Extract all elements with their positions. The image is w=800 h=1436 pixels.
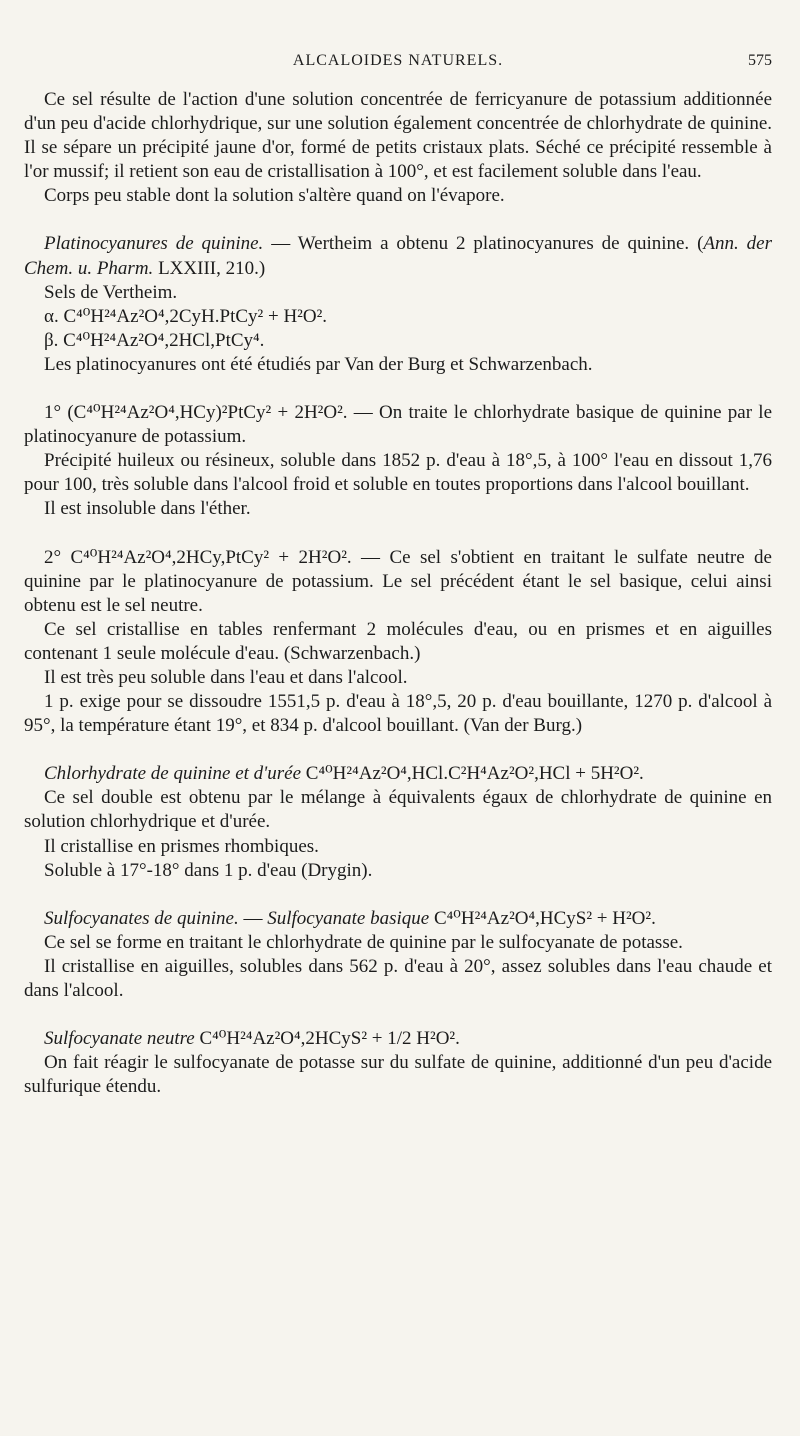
page-body — [24, 88, 772, 1099]
salts-vertheim: Sels de Vertheim. — [44, 281, 178, 303]
paragraph-salt-2-solubility: Il est très peu soluble dans l'eau et dans l'alcool. — [44, 666, 408, 688]
paragraph-chlorhydrate-uree — [24, 762, 772, 786]
paragraph-stability: Corps peu stable dont la solution s'altère quand on l'évapore. — [44, 185, 505, 207]
paragraph-chlorhydrate-solubility: Soluble à 17°-18° dans 1 p. d'eau (Drygin). — [44, 859, 373, 881]
paragraph-sulfocyanates — [24, 907, 772, 931]
section-heading-chlorhydrate: Chlorhydrate de quinine et d'urée — [44, 763, 302, 785]
chlorhydrate-formula: C⁴⁰H²⁴Az²O⁴,HCl.C²H⁴Az²O²,HCl + 5H²O². — [301, 763, 644, 785]
page-header — [24, 52, 772, 76]
paragraph-studied: Les platinocyanures ont été étudiés par Van der Burg et Schwarzenbach. — [44, 353, 593, 375]
formula-beta — [24, 329, 772, 353]
paragraph-salt-1-solubility: Précipité huileux ou résineux, soluble dans 1852 p. d'eau à 18°,5, à 100° l'eau en dissout 1,76 pour 100, très soluble dans l'alcool froid et soluble en toutes proportions dans l'alcool bouillant. — [24, 450, 772, 496]
paragraph-platinocyanures — [24, 232, 772, 280]
paragraph-salt-2-data: 1 p. exige pour se dissoudre 1551,5 p. d'eau à 18°,5, 20 p. d'eau bouillante, 1270 p. d'alcool à 95°, la température étant 19°, et 834 p. d'alcool bouillant. (Van der Burg.) — [24, 691, 772, 737]
section-heading-sulfocyanates: Sulfocyanates de quinine. — [44, 907, 239, 929]
platinocyanures-intro: — Wertheim a obtenu 2 platinocyanures de quinine. ( — [263, 233, 704, 255]
paragraph-salt-2: 2° C⁴⁰H²⁴Az²O⁴,2HCy,PtCy² + 2H²O². — Ce sel s'obtient en traitant le sulfate neutre de quinine par le platinocyanure de potassium. Le sel précédent étant le sel basique, celui ainsi obtenu est le sel neutre. — [24, 546, 772, 616]
paragraph-ferricyanure: Ce sel résulte de l'action d'une solution concentrée de ferricyanure de potassium additionnée d'un peu d'acide chlorhydrique, sur une solution également concentrée de chlorhydrate de quinine. Il se sépare un précipité jaune d'or, formé de petits cristaux plats. Séché ce précipité ressemble à l'or mussif; il retient son eau de cristallisation à 100°, et est facilement soluble dans l'eau. — [24, 89, 772, 183]
paragraph-chlorhydrate-prep: Ce sel double est obtenu par le mélange à équivalents égaux de chlorhydrate de quinine en solution chlorhydrique et d'urée. — [24, 787, 772, 833]
section-heading-sulfocyanate-neutre: Sulfocyanate neutre — [44, 1028, 195, 1050]
page-number: 575 — [748, 52, 772, 69]
document-page — [24, 0, 772, 1436]
subheading-sulfocyanate-basique: Sulfocyanate basique — [267, 907, 430, 929]
paragraph-sulfocyanate-neutre-prep: On fait réagir le sulfocyanate de potasse sur du sulfate de quinine, additionné d'un peu d'acide sulfurique étendu. — [24, 1052, 772, 1098]
paragraph-salt-1-ether: Il est insoluble dans l'éther. — [44, 498, 251, 520]
formula-alpha — [24, 305, 772, 329]
beta-label: β. — [44, 329, 64, 351]
paragraph-salt-1: 1° (C⁴⁰H²⁴Az²O⁴,HCy)²PtCy² + 2H²O². — On traite le chlorhydrate basique de quinine par le platinocyanure de potassium. — [24, 402, 772, 448]
paragraph-chlorhydrate-crystals: Il cristallise en prismes rhombiques. — [44, 835, 319, 857]
alpha-formula: C⁴⁰H²⁴Az²O⁴,2CyH.PtCy² + H²O². — [63, 305, 328, 327]
paragraph-salt-2-crystals: Ce sel cristallise en tables renfermant 2 molécules d'eau, ou en prismes et en aiguilles contenant 1 seule molécule d'eau. (Schwarzenbach.) — [24, 618, 772, 664]
section-heading-platinocyanures: Platinocyanures de quinine. — [44, 233, 264, 255]
paragraph-sulfocyanate-prep: Ce sel se forme en traitant le chlorhydrate de quinine par le sulfocyanate de potasse. — [44, 931, 683, 953]
beta-formula: C⁴⁰H²⁴Az²O⁴,2HCl,PtCy⁴. — [63, 329, 265, 351]
running-title: ALCALOIDES NATURELS. — [292, 52, 504, 69]
alpha-label: α. — [44, 305, 64, 327]
journal-volume: LXXIII, 210.) — [153, 257, 266, 279]
paragraph-sulfocyanate-neutre — [24, 1027, 772, 1051]
sulfocyanates-dash: — — [238, 907, 268, 929]
sulfocyanate-neutre-formula: C⁴⁰H²⁴Az²O⁴,2HCyS² + 1/2 H²O². — [194, 1028, 460, 1050]
journal-reference: Ann. der Chem. u. Pharm. — [24, 233, 772, 279]
paragraph-sulfocyanate-crystals: Il cristallise en aiguilles, solubles dans 562 p. d'eau à 20°, assez solubles dans l'eau chaude et dans l'alcool. — [24, 955, 772, 1001]
sulfocyanate-basique-formula: C⁴⁰H²⁴Az²O⁴,HCyS² + H²O². — [429, 907, 656, 929]
